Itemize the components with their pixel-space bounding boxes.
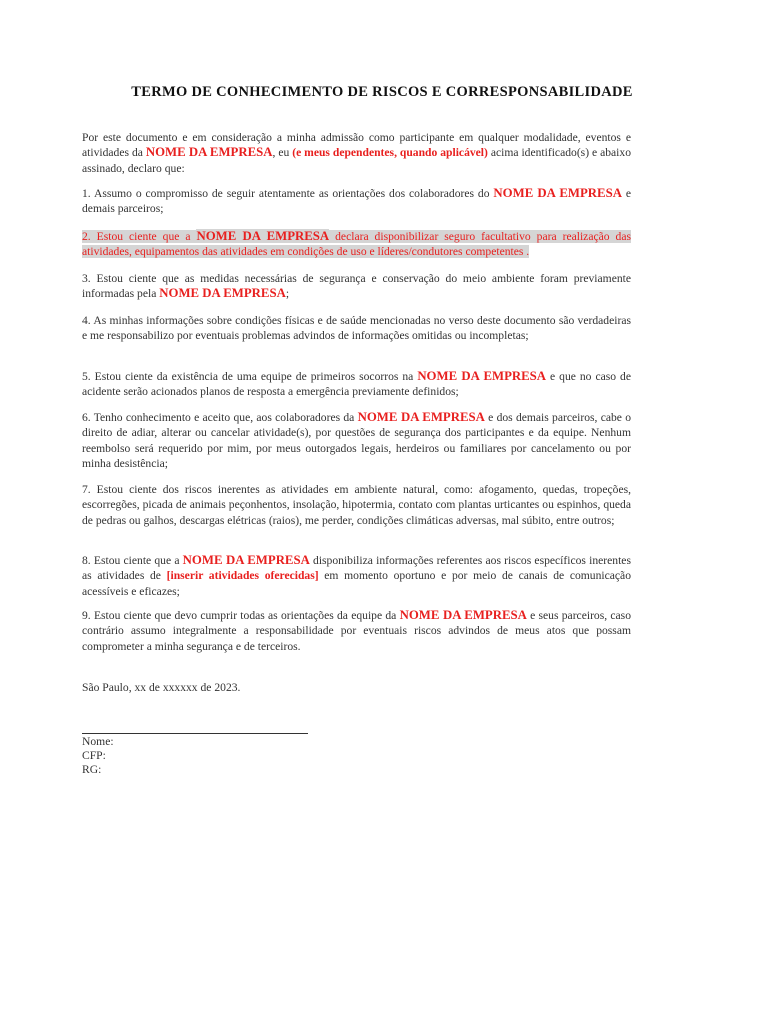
item-8 bbox=[82, 553, 631, 599]
item-6 bbox=[82, 410, 631, 472]
company-name-placeholder: NOME DA EMPRESA bbox=[417, 369, 547, 383]
item-8-text-c: em momento oportuno e por meio de canais de comunicação acessíveis e eficazes; bbox=[82, 569, 631, 598]
company-name-placeholder: NOME DA EMPRESA bbox=[182, 553, 310, 567]
document-title: TERMO DE CONHECIMENTO DE RISCOS E CORRESPONSABILIDADE bbox=[131, 84, 633, 100]
item-2-text-b: declara disponibilizar seguro facultativo para realização das atividades, equipamentos das atividades em condições de uso e líderes/condutores competentes . bbox=[82, 230, 631, 259]
item-6-text-a: 6. Tenho conhecimento e aceito que, aos colaboradores da bbox=[82, 411, 358, 424]
company-name-placeholder: NOME DA EMPRESA bbox=[145, 145, 273, 160]
item-6-text-b: e dos demais parceiros, cabe o direito de adiar, alterar ou cancelar atividade(s), por questões de segurança dos participantes e da equipe. Nenhum reembolso será requerido por mim, por meus outorgados legais, herdeiros ou familiares por cancelamento ou por minha desistência; bbox=[82, 411, 631, 471]
item-8-text-b: disponibiliza informações referentes aos riscos específicos inerentes as atividades de bbox=[82, 554, 631, 583]
company-name-placeholder: NOME DA EMPRESA bbox=[493, 186, 622, 200]
item-1 bbox=[82, 186, 631, 217]
rg-label: RG: bbox=[82, 763, 102, 776]
item-1-text-b: e demais parceiros; bbox=[82, 187, 631, 216]
company-name-placeholder: NOME DA EMPRESA bbox=[196, 229, 330, 243]
item-5-text-a: 5. Estou ciente da existência de uma equipe de primeiros socorros na bbox=[82, 370, 418, 383]
company-name-placeholder: NOME DA EMPRESA bbox=[159, 286, 286, 301]
activities-placeholder: [inserir atividades oferecidas] bbox=[166, 569, 319, 583]
cfp-label: CFP: bbox=[82, 749, 106, 762]
item-3-text-a: 3. Estou ciente que as medidas necessárias de segurança e conservação do meio ambiente foram previamente informadas pela bbox=[82, 272, 631, 301]
item-2-highlighted bbox=[82, 229, 631, 260]
date-line: São Paulo, xx de xxxxxx de 2023. bbox=[82, 681, 241, 694]
item-9 bbox=[82, 608, 631, 654]
intro-text-c: acima identificado(s) e abaixo assinado, declaro que: bbox=[82, 146, 631, 175]
item-5 bbox=[82, 369, 631, 400]
dependents-placeholder: (e meus dependentes, quando aplicável) bbox=[292, 146, 488, 160]
company-name-placeholder: NOME DA EMPRESA bbox=[399, 608, 527, 622]
intro-paragraph bbox=[82, 130, 631, 176]
item-9-text-b: e seus parceiros, caso contrário assumo integralmente a responsabilidade por eventuais riscos advindos de meus atos que possam comprometer a minha segurança e de terceiros. bbox=[82, 609, 631, 653]
item-3-text-b: ; bbox=[285, 287, 290, 301]
item-9-text-a: 9. Estou ciente que devo cumprir todas as orientações da equipe da bbox=[82, 609, 400, 622]
item-5-text-b: e que no caso de acidente serão acionados planos de resposta a emergência previamente definidos; bbox=[82, 370, 631, 399]
intro-text-b: , eu bbox=[272, 146, 293, 160]
item-4: 4. As minhas informações sobre condições físicas e de saúde mencionadas no verso deste documento são verdadeiras e me responsabilizo por eventuais problemas advindos de informações omitidas ou incompletas; bbox=[82, 314, 631, 343]
item-1-text-a: 1. Assumo o compromisso de seguir atentamente as orientações dos colaboradores do bbox=[82, 187, 494, 200]
signature-line bbox=[82, 733, 308, 734]
item-7: 7. Estou ciente dos riscos inerentes as atividades em ambiente natural, como: afogamento, quedas, tropeções, escorregões, picada de animais peçonhentos, insolação, hipotermia, contato com plantas urticantes ou espinhos, queda de pedras ou galhos, descargas elétricas (raios), me perder, condições climáticas adversas, mal súbito, entre outros; bbox=[82, 483, 631, 527]
item-2-text-a: 2. Estou ciente que a bbox=[82, 230, 197, 243]
intro-text-a: Por este documento e em consideração a minha admissão como participante em qualquer modalidade, eventos e atividades da bbox=[82, 131, 631, 160]
item-8-text-a: 8. Estou ciente que a bbox=[82, 554, 183, 567]
item-3 bbox=[82, 271, 631, 302]
company-name-placeholder: NOME DA EMPRESA bbox=[357, 410, 485, 424]
name-label: Nome: bbox=[82, 735, 114, 748]
